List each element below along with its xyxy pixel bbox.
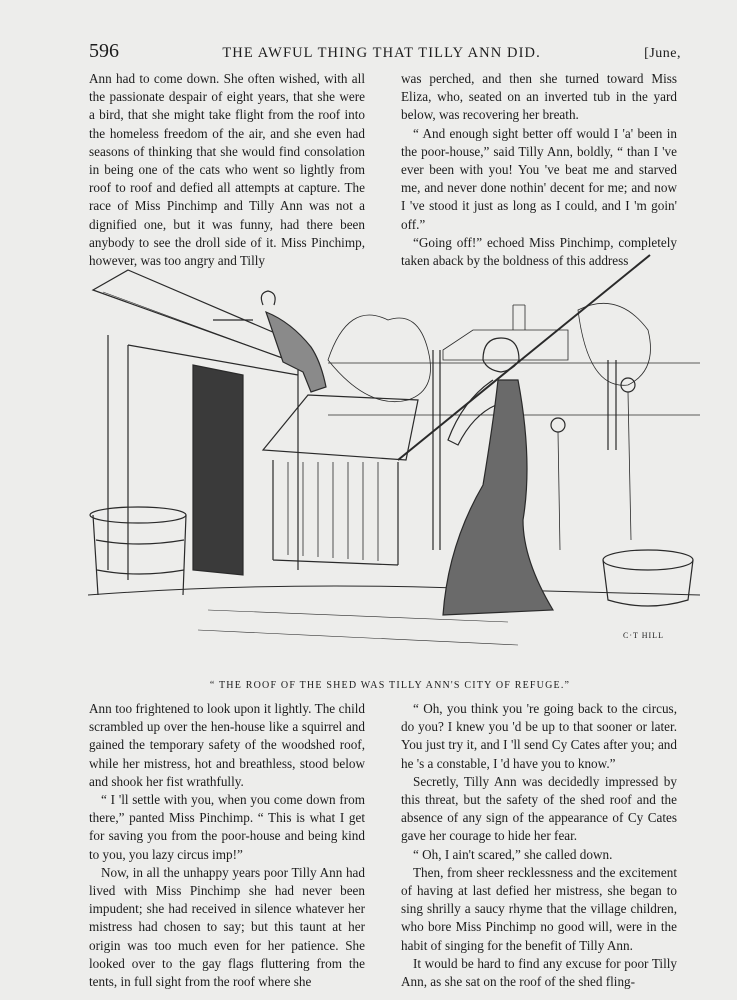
illustration-caption: “ THE ROOF OF THE SHED WAS TILLY ANN'S CITY OF REFUGE.” — [209, 680, 571, 691]
page-header — [89, 40, 681, 66]
column-bottom-left — [89, 700, 365, 991]
paragraph: “Going off!” echoed Miss Pinchimp, completely taken aback by the boldness of this address — [401, 234, 677, 269]
column-top-left — [89, 70, 365, 270]
column-top-right — [401, 70, 677, 270]
paragraph: Secretly, Tilly Ann was decidedly impressed by this threat, but the safety of the shed roof and the absence of any sign of the appearance of Cy Cates gave her courage to hide her fear. — [401, 773, 677, 844]
shed-illustration — [88, 250, 700, 675]
paragraph: Ann too frightened to look upon it lightly. The child scrambled up over the hen-house like a squirrel and gained the temporary safety of the woodshed roof, while her mistress, hot and breathless, stood below and shook her fist wrathfully. — [89, 701, 365, 789]
running-title: THE AWFUL THING THAT TILLY ANN DID. — [222, 45, 541, 61]
paragraph: “ Oh, I ain't scared,” she called down. — [413, 846, 613, 862]
paragraph: Then, from sheer recklessness and the excitement of having at last defied her mistress, she began to sing shrilly a saucy rhyme that the village children, who bore Miss Pinchimp no good will, were in the habit of singing for the benefit of Tilly Ann. — [401, 864, 677, 953]
paragraph: It would be hard to find any excuse for poor Tilly Ann, as she sat on the roof of the shed fling- — [401, 955, 677, 990]
paragraph: “ And enough sight better off would I 'a' been in the poor-house,” said Tilly Ann, boldly, “ than I 've ever been with you! You 've beat me and starved me, and never done nothin' decent for me; and now I 've stood it just as long as I could, and I 'm goin' off.” — [401, 125, 677, 232]
paragraph: “ Oh, you think you 're going back to the circus, do you? I knew you 'd be up to that sooner or later. You just try it, and I 'll send Cy Cates after you; and he 's a constable, I 'd have you to know.” — [401, 701, 677, 771]
paragraph: Now, in all the unhappy years poor Tilly Ann had lived with Miss Pinchimp she had never been impudent; she had received in silence whatever her mistress had chosen to say; but this taunt at her origin was too much even for her patience. She looked over to the gay flags fluttering from the tents, in full sight from the roof where she — [89, 864, 365, 990]
paragraph: was perched, and then she turned toward Miss Eliza, who, seated on an inverted tub in the yard below, was recovering her breath. — [401, 71, 677, 123]
issue-month: [June, — [644, 46, 681, 61]
paragraph: “ I 'll settle with you, when you come down from there,” panted Miss Pinchimp. “ This is what I get for saving you from the poor-house and being kind to you, you lazy circus imp!” — [89, 792, 365, 862]
artist-signature: C·T HILL — [623, 631, 664, 640]
page-number: 596 — [89, 40, 119, 62]
paragraph: Ann had to come down. She often wished, with all the passionate despair of eight years, that she were a bird, that she might take flight from the roof into the homeless freedom of the air, and she even had seasons of thinking that she would find consolation in being one of the cats who went so lightly from roof to roof and defied all attempts at capture. The race of Miss Pinchimp and Tilly Ann was not a dignified one, but it was funny, had there been anybody to see the droll side of it. Miss Pinchimp, however, was too angry and Tilly — [89, 71, 365, 269]
column-bottom-right — [401, 700, 677, 991]
